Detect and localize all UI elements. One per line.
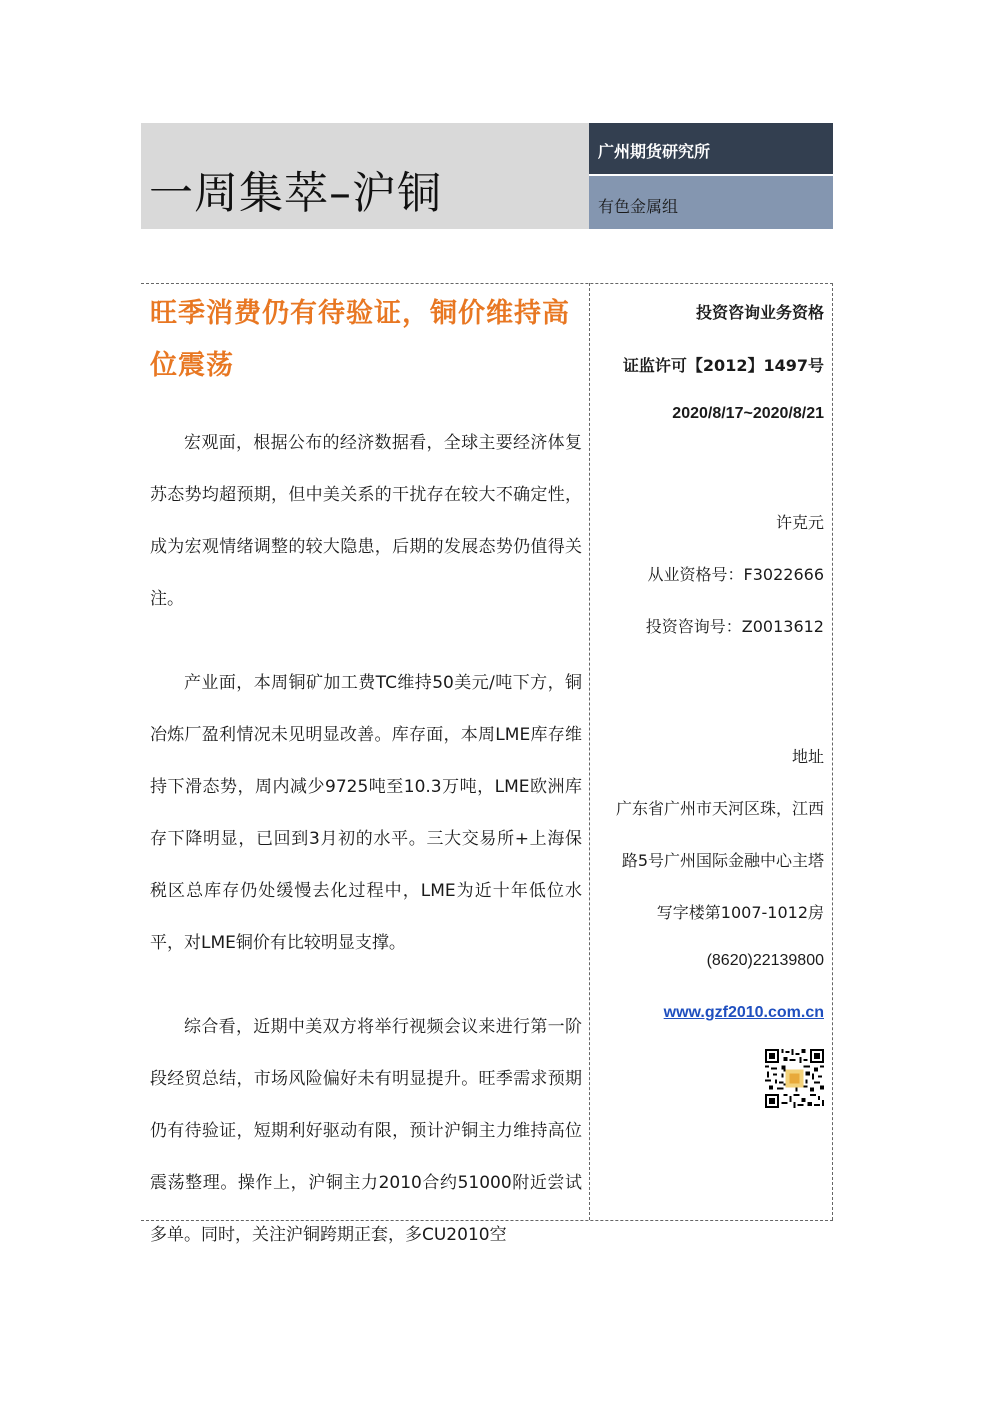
org-name: 广州期货研究所 — [598, 142, 711, 161]
frame-top-divider — [141, 283, 833, 284]
website-link[interactable]: www.gzf2010.com.cn — [663, 1004, 824, 1021]
article-headline: 旺季消费仍有待验证，铜价维持高位震荡 — [150, 298, 570, 381]
group-name: 有色金属组 — [598, 197, 679, 216]
address-line-2: 路5号广州国际金融中心主塔 — [621, 851, 824, 870]
address-line-3: 写字楼第1007-1012房 — [656, 903, 824, 922]
phone-number: (8620)22139800 — [706, 952, 824, 969]
org-banner — [589, 123, 833, 174]
report-title-banner — [141, 123, 589, 229]
advisory-number: 投资咨询号：Z0013612 — [645, 617, 824, 636]
certificate-number: 从业资格号：F3022666 — [647, 565, 824, 584]
address-line-1: 广东省广州市天河区珠，江西 — [615, 799, 824, 818]
frame-column-divider — [589, 283, 590, 1220]
main-content — [150, 288, 582, 1261]
address-label: 地址 — [791, 747, 824, 766]
qr-code-icon — [765, 1049, 824, 1108]
qualification-label: 投资咨询业务资格 — [695, 303, 824, 322]
analyst-name: 许克元 — [775, 513, 824, 532]
group-banner — [589, 176, 833, 229]
date-range: 2020/8/17~2020/8/21 — [672, 405, 824, 422]
frame-right-divider — [832, 283, 833, 1220]
report-title: 一周集萃–沪铜 — [149, 168, 442, 219]
paragraph-summary: 综合看，近期中美双方将举行视频会议来进行第一阶段经贸总结，市场风险偏好未有明显提升。旺季需求预期仍有待验证，短期利好驱动有限，预计沪铜主力维持高位震荡整理。操作上，沪铜主力2010合约51000附近尝试多单。同时，关注沪铜跨期正套，多CU2010空 — [150, 1017, 582, 1245]
paragraph-macro: 宏观面，根据公布的经济数据看，全球主要经济体复苏态势均超预期，但中美关系的干扰存在较大不确定性，成为宏观情绪调整的较大隐患，后期的发展态势仍值得关注。 — [150, 433, 582, 609]
paragraph-industry: 产业面，本周铜矿加工费TC维持50美元/吨下方，铜冶炼厂盈利情况未见明显改善。库存面，本周LME库存维持下滑态势，周内减少9725吨至10.3万吨，LME欧洲库存下降明显，已回到3月初的水平。三大交易所+上海保税区总库存仍处缓慢去化过程中，LME为近十年低位水平，对LME铜价有比较明显支撑。 — [150, 673, 582, 953]
license-number: 证监许可【2012】1497号 — [622, 356, 824, 375]
